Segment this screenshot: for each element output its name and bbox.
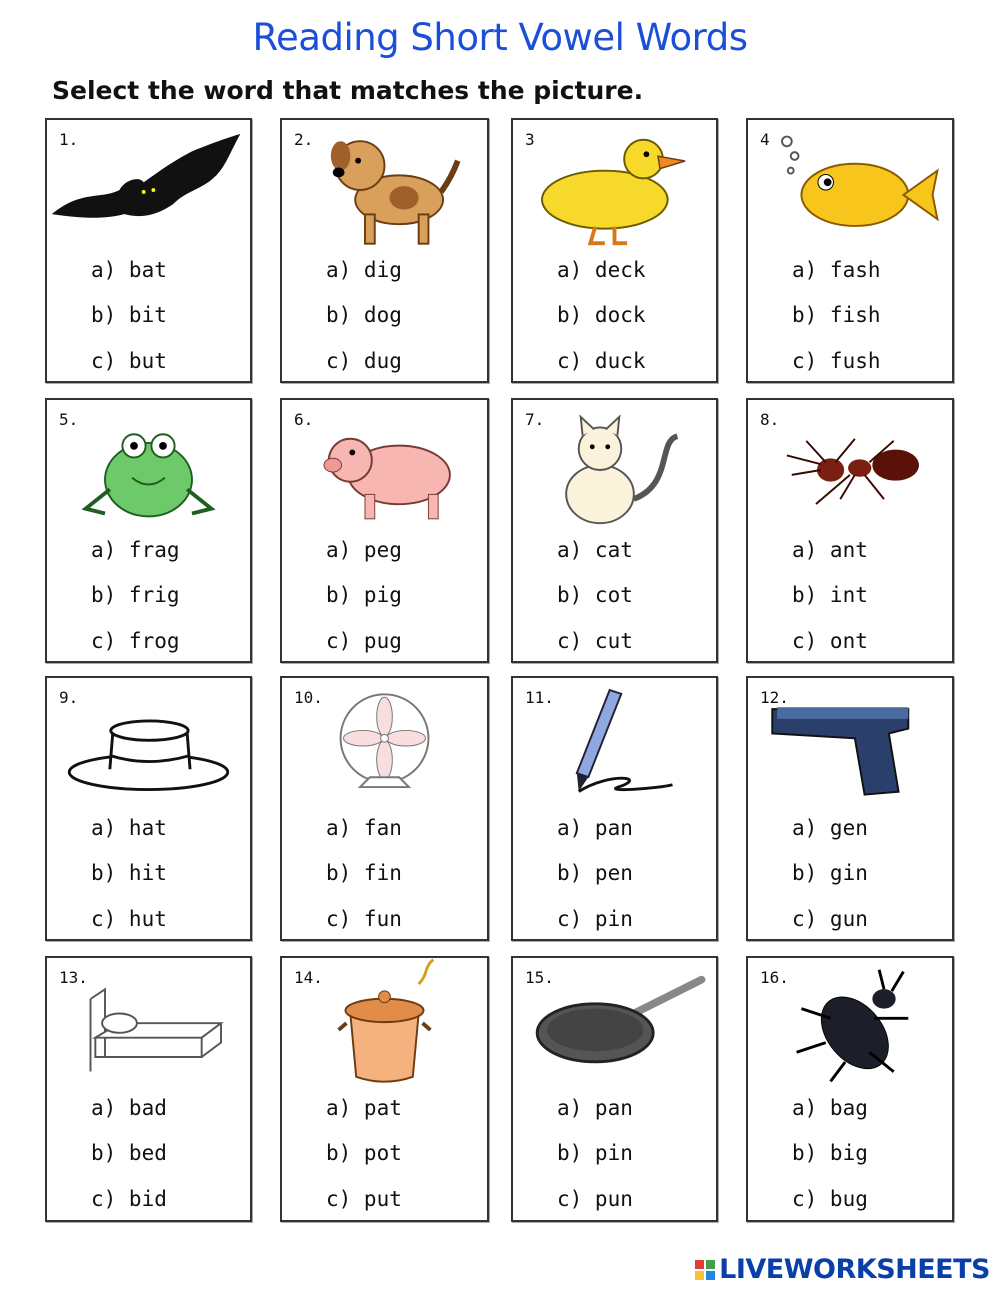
answer-option[interactable]: b) pot — [326, 1141, 402, 1165]
question-number: 13. — [59, 968, 88, 987]
answer-option[interactable]: c) put — [326, 1187, 402, 1211]
answer-option[interactable]: a) peg — [326, 538, 402, 562]
question-card — [45, 398, 252, 663]
answer-option[interactable]: b) bit — [91, 303, 167, 327]
answer-option[interactable]: b) bed — [91, 1141, 167, 1165]
footer-brand — [695, 1254, 990, 1285]
answer-option[interactable]: c) cut — [557, 629, 633, 653]
answer-option[interactable]: c) pun — [557, 1187, 633, 1211]
question-card — [280, 956, 489, 1222]
question-card — [45, 676, 252, 941]
question-number: 11. — [525, 688, 554, 707]
answer-option[interactable]: c) dug — [326, 349, 402, 373]
answer-option[interactable]: b) hit — [91, 861, 167, 885]
answer-option[interactable]: a) fan — [326, 816, 402, 840]
question-number: 1. — [59, 130, 79, 149]
question-number: 2. — [294, 130, 314, 149]
answer-option[interactable]: a) fash — [792, 258, 881, 282]
question-number: 7. — [525, 410, 545, 429]
question-card — [746, 118, 954, 383]
answer-option[interactable]: b) frig — [91, 583, 180, 607]
answer-option[interactable]: a) bad — [91, 1096, 167, 1120]
fish-icon — [748, 120, 952, 260]
instructions: Select the word that matches the picture. — [52, 76, 644, 105]
answer-option[interactable]: c) fush — [792, 349, 881, 373]
answer-option[interactable]: c) frog — [91, 629, 180, 653]
question-card — [280, 118, 489, 383]
duck-icon — [513, 120, 716, 260]
question-number: 10. — [294, 688, 323, 707]
question-card — [746, 956, 954, 1222]
question-number: 3 — [525, 130, 535, 149]
question-number: 14. — [294, 968, 323, 987]
question-card — [746, 398, 954, 663]
answer-option[interactable]: c) pin — [557, 907, 633, 931]
answer-option[interactable]: a) cat — [557, 538, 633, 562]
question-card — [45, 956, 252, 1222]
answer-option[interactable]: a) gen — [792, 816, 868, 840]
answer-option[interactable]: b) dog — [326, 303, 402, 327]
answer-option[interactable]: c) hut — [91, 907, 167, 931]
answer-option[interactable]: c) but — [91, 349, 167, 373]
answer-option[interactable]: b) fish — [792, 303, 881, 327]
answer-option[interactable]: a) dig — [326, 258, 402, 282]
question-card — [511, 118, 718, 383]
answer-option[interactable]: a) bat — [91, 258, 167, 282]
liveworksheets-logo-icon — [695, 1260, 715, 1280]
answer-option[interactable]: a) ant — [792, 538, 868, 562]
answer-option[interactable]: b) fin — [326, 861, 402, 885]
question-number: 9. — [59, 688, 79, 707]
question-number: 6. — [294, 410, 314, 429]
question-card — [511, 398, 718, 663]
answer-option[interactable]: a) bag — [792, 1096, 868, 1120]
answer-option[interactable]: a) pan — [557, 1096, 633, 1120]
page-title: Reading Short Vowel Words — [252, 16, 748, 59]
question-card — [511, 676, 718, 941]
answer-option[interactable]: b) dock — [557, 303, 646, 327]
question-card — [280, 676, 489, 941]
question-card — [45, 118, 252, 383]
question-number: 15. — [525, 968, 554, 987]
answer-option[interactable]: a) pan — [557, 816, 633, 840]
question-number: 12. — [760, 688, 789, 707]
footer-brand-text: LIVEWORKSHEETS — [719, 1254, 990, 1285]
answer-option[interactable]: c) bid — [91, 1187, 167, 1211]
answer-option[interactable]: c) pug — [326, 629, 402, 653]
question-card — [746, 676, 954, 941]
question-number: 5. — [59, 410, 79, 429]
question-card — [280, 398, 489, 663]
answer-option[interactable]: c) gun — [792, 907, 868, 931]
answer-option[interactable]: a) hat — [91, 816, 167, 840]
answer-option[interactable]: b) gin — [792, 861, 868, 885]
answer-option[interactable]: c) fun — [326, 907, 402, 931]
answer-option[interactable]: b) cot — [557, 583, 633, 607]
question-number: 8. — [760, 410, 780, 429]
answer-option[interactable]: a) deck — [557, 258, 646, 282]
answer-option[interactable]: a) pat — [326, 1096, 402, 1120]
question-number: 16. — [760, 968, 789, 987]
answer-option[interactable]: b) pin — [557, 1141, 633, 1165]
question-number: 4 — [760, 130, 770, 149]
question-card — [511, 956, 718, 1222]
answer-option[interactable]: c) duck — [557, 349, 646, 373]
answer-option[interactable]: c) ont — [792, 629, 868, 653]
answer-option[interactable]: b) int — [792, 583, 868, 607]
answer-option[interactable]: b) big — [792, 1141, 868, 1165]
answer-option[interactable]: c) bug — [792, 1187, 868, 1211]
answer-option[interactable]: a) frag — [91, 538, 180, 562]
answer-option[interactable]: b) pen — [557, 861, 633, 885]
answer-option[interactable]: b) pig — [326, 583, 402, 607]
